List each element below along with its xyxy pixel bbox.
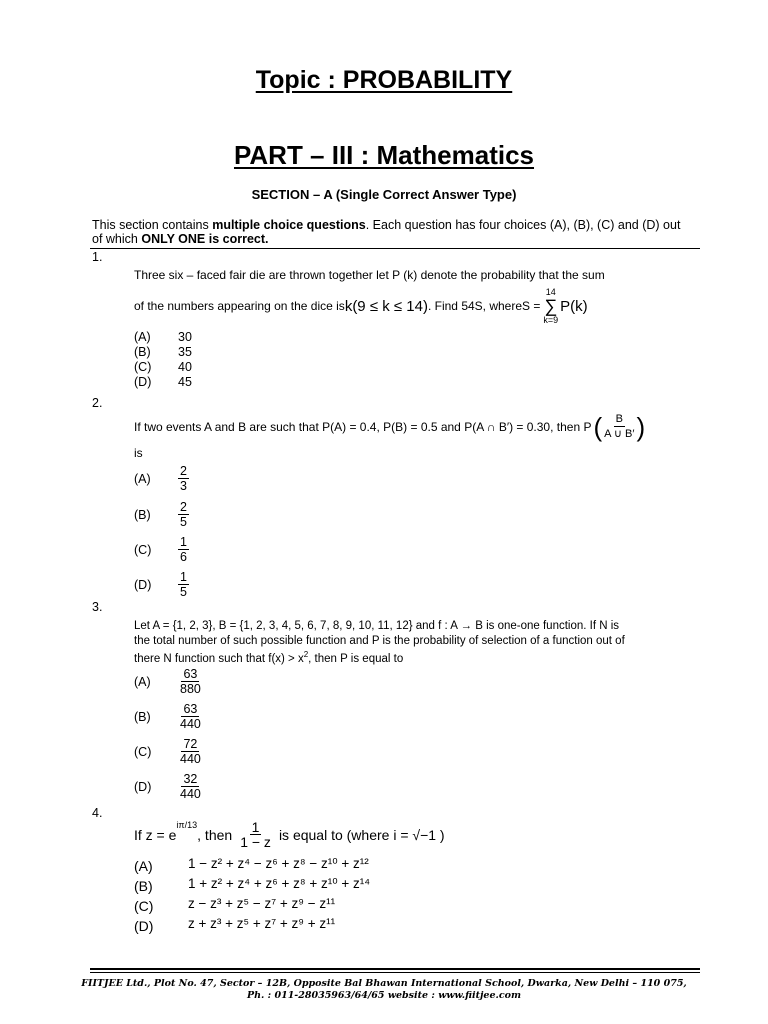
- fraction-denominator: 880: [180, 682, 201, 696]
- option-label: (B): [134, 345, 151, 359]
- option-value: [178, 772, 203, 801]
- fraction-denominator: 440: [180, 717, 201, 731]
- question-text-part: there N function such that f(x) > x: [134, 652, 304, 665]
- summation: [543, 287, 558, 325]
- fraction-numerator: 63: [183, 702, 198, 716]
- topic-title: Topic : PROBABILITY: [255, 66, 513, 94]
- intro-text: This section contains: [92, 218, 213, 232]
- fraction-numerator: 32: [183, 772, 198, 786]
- fraction-numerator: 1: [180, 570, 187, 584]
- fraction-numerator: 72: [183, 737, 198, 751]
- footer-divider: [90, 972, 700, 973]
- option-value: 1 + z² + z⁴ + z⁶ + z⁸ + z¹⁰ + z¹⁴: [188, 876, 371, 891]
- option-value: 40: [178, 360, 192, 374]
- question-text: [134, 287, 588, 325]
- fraction-numerator: 63: [183, 667, 198, 681]
- sigma-icon: ∑: [544, 296, 558, 316]
- option-label: (C): [134, 543, 152, 557]
- option-label: (B): [134, 508, 151, 522]
- question-text-part: of the numbers appearing on the dice is: [134, 299, 345, 313]
- sigma-upper: 14: [545, 287, 556, 297]
- option-label: (A): [134, 858, 153, 874]
- option-label: (D): [134, 918, 154, 934]
- option-label: (D): [134, 578, 152, 592]
- question-text: the total number of such possible function and P is the probability of selection of a function out of: [134, 635, 625, 647]
- part-title: PART – III : Mathematics: [233, 140, 535, 170]
- question-text: [134, 650, 403, 665]
- question-text-part: , then P is equal to: [308, 652, 404, 665]
- sigma-lower: k=9: [543, 315, 559, 325]
- fraction-numerator: 1: [251, 819, 260, 835]
- option-value: 35: [178, 345, 192, 359]
- fraction-denominator: 5: [180, 585, 187, 599]
- option-label: (C): [134, 898, 154, 914]
- question-number: 4.: [92, 806, 103, 820]
- section-instructions: [92, 218, 692, 246]
- superscript: iπ/13: [176, 820, 198, 830]
- fraction-numerator: 2: [180, 464, 187, 478]
- fraction-numerator: B: [615, 413, 623, 425]
- fraction: [238, 820, 273, 849]
- intro-bold: multiple choice questions: [212, 218, 366, 232]
- question-text-part: If z = e: [134, 826, 177, 843]
- question-number: 2.: [92, 396, 103, 410]
- intro-text-2: . Each question has four choices (A), (B), (C) and (D) out of which: [92, 218, 681, 246]
- question-number: 1.: [92, 250, 103, 264]
- question-text: [134, 412, 645, 441]
- fraction-denominator: 1 − z: [240, 834, 271, 850]
- option-value: 1 − z² + z⁴ − z⁶ + z⁸ − z¹⁰ + z¹²: [188, 856, 369, 871]
- fraction-denominator: 440: [180, 752, 201, 766]
- question-text-part: is equal to (where i = √−1 ): [278, 826, 445, 843]
- option-value: [178, 737, 203, 766]
- intro-bold-2: ONLY ONE is correct.: [141, 232, 269, 246]
- fraction: [602, 412, 636, 441]
- question-text-part: If two events A and B are such that P(A) = 0.4, P(B) = 0.5 and P(A ∩ B′) = 0.30, then P: [134, 419, 592, 434]
- fraction-denominator: A ∪ B′: [604, 428, 635, 440]
- footer-divider: [90, 968, 700, 970]
- fraction-denominator: 6: [180, 550, 187, 564]
- math-expression: P(k): [560, 297, 588, 315]
- question-text: Let A = {1, 2, 3}, B = {1, 2, 3, 4, 5, 6, 7, 8, 9, 10, 11, 12} and f : A → B is one-one function. If N is: [134, 620, 620, 632]
- superscript: 2: [303, 650, 309, 659]
- option-value: [178, 667, 203, 696]
- option-value: [178, 702, 203, 731]
- math-expression: k(9 ≤ k ≤ 14): [344, 297, 428, 315]
- question-text-part: , then: [197, 826, 233, 843]
- option-value: [178, 570, 189, 599]
- fraction-denominator: 440: [180, 787, 201, 801]
- option-value: [178, 464, 189, 493]
- footer-contact: Ph. : 011-28035963/64/65 website : www.fiitjee.com: [247, 990, 521, 1001]
- option-label: (A): [134, 472, 151, 486]
- question-text: [134, 820, 445, 849]
- option-label: (D): [134, 375, 152, 389]
- footer: [0, 978, 768, 1002]
- question-text: is: [134, 446, 143, 460]
- option-value: 45: [178, 375, 192, 389]
- fraction-denominator: 5: [180, 515, 187, 529]
- option-value: z − z³ + z⁵ − z⁷ + z⁹ − z¹¹: [188, 896, 336, 911]
- option-label: (C): [134, 360, 152, 374]
- question-text-part: . Find 54S, where: [427, 299, 523, 313]
- option-value: [178, 500, 189, 529]
- question-number: 3.: [92, 600, 103, 614]
- fraction-numerator: 2: [180, 500, 187, 514]
- paren-open: (: [593, 411, 603, 442]
- fraction-denominator: 3: [180, 479, 187, 493]
- math-expression: S =: [522, 299, 541, 313]
- question-text: Three six – faced fair die are thrown together let P (k) denote the probability that the sum: [134, 268, 605, 282]
- option-label: (C): [134, 745, 152, 759]
- option-value: z + z³ + z⁵ + z⁷ + z⁹ + z¹¹: [188, 916, 336, 931]
- option-label: (B): [134, 878, 153, 894]
- option-value: [178, 535, 189, 564]
- divider: [90, 248, 700, 249]
- option-label: (D): [134, 780, 152, 794]
- option-label: (A): [134, 330, 151, 344]
- paren-close: ): [636, 411, 646, 442]
- option-label: (B): [134, 710, 151, 724]
- section-title: SECTION – A (Single Correct Answer Type): [251, 187, 517, 202]
- option-label: (A): [134, 675, 151, 689]
- option-value: 30: [178, 330, 192, 344]
- footer-address: FIITJEE Ltd., Plot No. 47, Sector – 12B, Opposite Bal Bhawan International School, Dwarka, New Delhi – 110 075,: [81, 978, 687, 989]
- fraction-numerator: 1: [180, 535, 187, 549]
